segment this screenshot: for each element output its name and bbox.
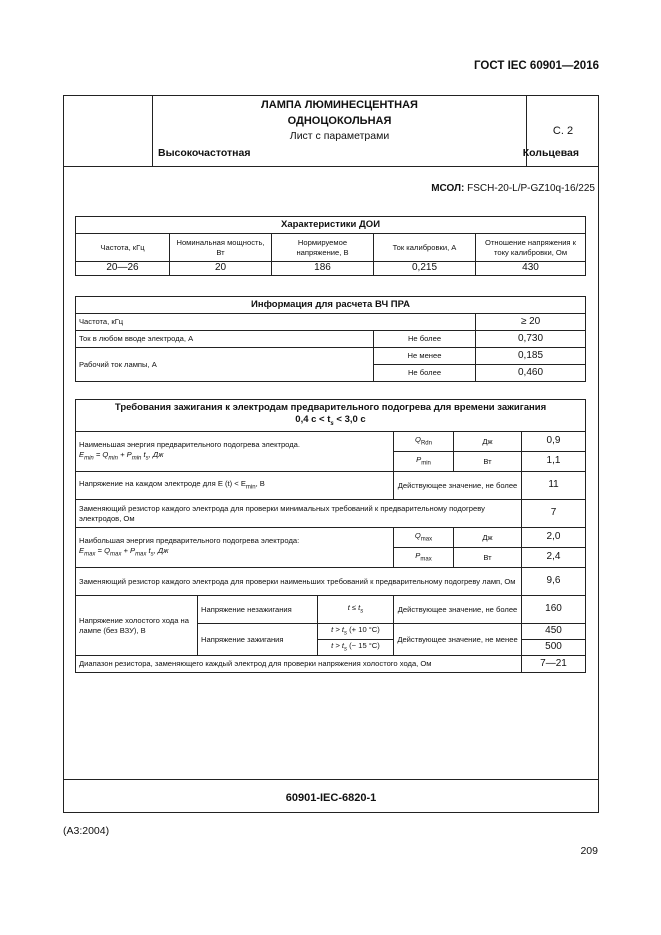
- table2-param: Частота, кГц: [76, 314, 476, 331]
- no-ignition-rms: Действующее значение, не более: [394, 596, 522, 624]
- p-max-symbol: $P_{max}$: [394, 548, 454, 568]
- page-ref: С. 2: [526, 95, 599, 167]
- resistor-max-label: Заменяющий резистор каждого электрода для проверки наименьших требований к предварительному подогреву ламп, Ом: [76, 568, 522, 596]
- table1-title: Характеристики ДОИ: [76, 217, 586, 234]
- q-min-unit: Дж: [454, 432, 522, 452]
- msol-code: [431, 183, 595, 194]
- page-number: 209: [580, 845, 598, 857]
- table3-title-line1: Требования зажигания к электродам предварительного подогрева для времени зажигания: [114, 402, 547, 414]
- max-energy-formula: $E_{max} = Q_{max} + P_{max}$ $t_s$, Дж: [79, 545, 169, 558]
- standard-number: ГОСТ IEC 60901—2016: [474, 60, 599, 72]
- table2-title: Информация для расчета ВЧ ПРА: [76, 297, 586, 314]
- p-min-symbol: $P_{min}$: [394, 452, 454, 472]
- p-min-value: 1,1: [522, 452, 586, 472]
- range-value: 7—21: [522, 656, 586, 673]
- resistor-min-value: 7: [522, 500, 586, 528]
- table-hf-ballast-info: [75, 296, 586, 382]
- voltage-condition: Действующее значение, не более: [394, 472, 522, 500]
- table3-title-line2: 0,4 с < t: [295, 414, 331, 426]
- range-label: Диапазон резистора, заменяющего каждый электрод для проверки напряжения холостого хода, Ом: [76, 656, 522, 673]
- min-energy-cell: [76, 432, 394, 472]
- q-max-unit: Дж: [454, 528, 522, 548]
- ignition-value-2: 500: [522, 640, 586, 656]
- table2-param: Рабочий ток лампы, А: [76, 348, 374, 382]
- table3-title-line2-end: < 3,0 с: [333, 414, 366, 426]
- table1-value: 20—26: [76, 262, 170, 276]
- header-divider: [63, 166, 599, 167]
- q-max-symbol: $Q_{max}$: [394, 528, 454, 548]
- header-left-cell: [63, 95, 153, 167]
- footer-divider: [63, 779, 599, 780]
- table2-value: 0,460: [476, 365, 586, 382]
- p-max-value: 2,4: [522, 548, 586, 568]
- msol-value: FSCH-20-L/P-GZ10q-16/225: [467, 183, 595, 194]
- ignition-label: Напряжение зажигания: [198, 624, 318, 656]
- subtitle: Лист с параметрами: [289, 130, 390, 142]
- no-ignition-label: Напряжение незажигания: [198, 596, 318, 624]
- min-energy-label: Наименьшая энергия предварительного подогрева электрода.: [79, 440, 301, 450]
- table1-value: 20: [170, 262, 272, 276]
- table2-cond: Не менее: [374, 348, 476, 365]
- max-energy-cell: [76, 528, 394, 568]
- table2-value: 0,730: [476, 331, 586, 348]
- ignition-condition-1: $t > t_s$ (+ 10 °C): [318, 624, 394, 640]
- table1-header: Номинальная мощность, Вт: [170, 234, 272, 262]
- voltage-label: Напряжение на каждом электроде для E $(t) < E_{min}$, В: [76, 472, 394, 500]
- table1-value: 186: [272, 262, 374, 276]
- table2-param: Ток в любом вводе электрода, А: [76, 331, 374, 348]
- table1-header: Ток калибровки, А: [374, 234, 476, 262]
- table1-header: Отношение напряжения к току калибровки, Ом: [476, 234, 586, 262]
- sheet-code: 60901-IEC-6820-1: [285, 792, 377, 804]
- q-min-value: 0,9: [522, 432, 586, 452]
- table1-value: 0,215: [374, 262, 476, 276]
- table1-value: 430: [476, 262, 586, 276]
- table3-title: [76, 400, 586, 432]
- msol-label: МСОЛ:: [431, 183, 465, 194]
- table1-header: Нормируемое напряжение, В: [272, 234, 374, 262]
- table1-header: Частота, кГц: [76, 234, 170, 262]
- q-max-value: 2,0: [522, 528, 586, 548]
- q-min-symbol: $Q_{Rdn}$: [394, 432, 454, 452]
- amendment-note: (A3:2004): [63, 825, 110, 837]
- min-energy-formula: $E_{min} = Q_{min} + P_{min}$ $t_s$, Дж: [79, 449, 164, 462]
- title-line-1: ЛАМПА ЛЮМИНЕСЦЕНТНАЯ: [261, 99, 418, 111]
- p-min-unit: Вт: [454, 452, 522, 472]
- ignition-rms: Действующее значение, не менее: [394, 624, 522, 656]
- ignition-value-1: 450: [522, 624, 586, 640]
- table3-title-sub: s: [330, 421, 334, 428]
- voltage-value: 11: [522, 472, 586, 500]
- max-energy-label: Наибольшая энергия предварительного подогрева электрода:: [79, 536, 300, 546]
- resistor-min-label: Заменяющий резистор каждого электрода для проверки минимальных требований к предварительному подогреву электродов, Ом: [76, 500, 522, 528]
- table2-value: ≥ 20: [476, 314, 586, 331]
- no-ignition-condition: $t \le t_s$: [318, 596, 394, 624]
- table2-value: 0,185: [476, 348, 586, 365]
- table-ignition-requirements: [75, 399, 586, 673]
- type-left: Высокочастотная: [158, 147, 251, 159]
- type-right: Кольцевая: [522, 147, 579, 159]
- table2-cond: Не более: [374, 365, 476, 382]
- no-ignition-value: 160: [522, 596, 586, 624]
- table-doi-characteristics: [75, 216, 586, 276]
- table2-cond: Не более: [374, 331, 476, 348]
- p-max-unit: Вт: [454, 548, 522, 568]
- ocv-label: Напряжение холостого хода на лампе (без ВЗУ), В: [76, 596, 198, 656]
- resistor-max-value: 9,6: [522, 568, 586, 596]
- title-line-2: ОДНОЦОКОЛЬНАЯ: [287, 115, 392, 127]
- ignition-condition-2: $t > t_s$ (− 15 °C): [318, 640, 394, 656]
